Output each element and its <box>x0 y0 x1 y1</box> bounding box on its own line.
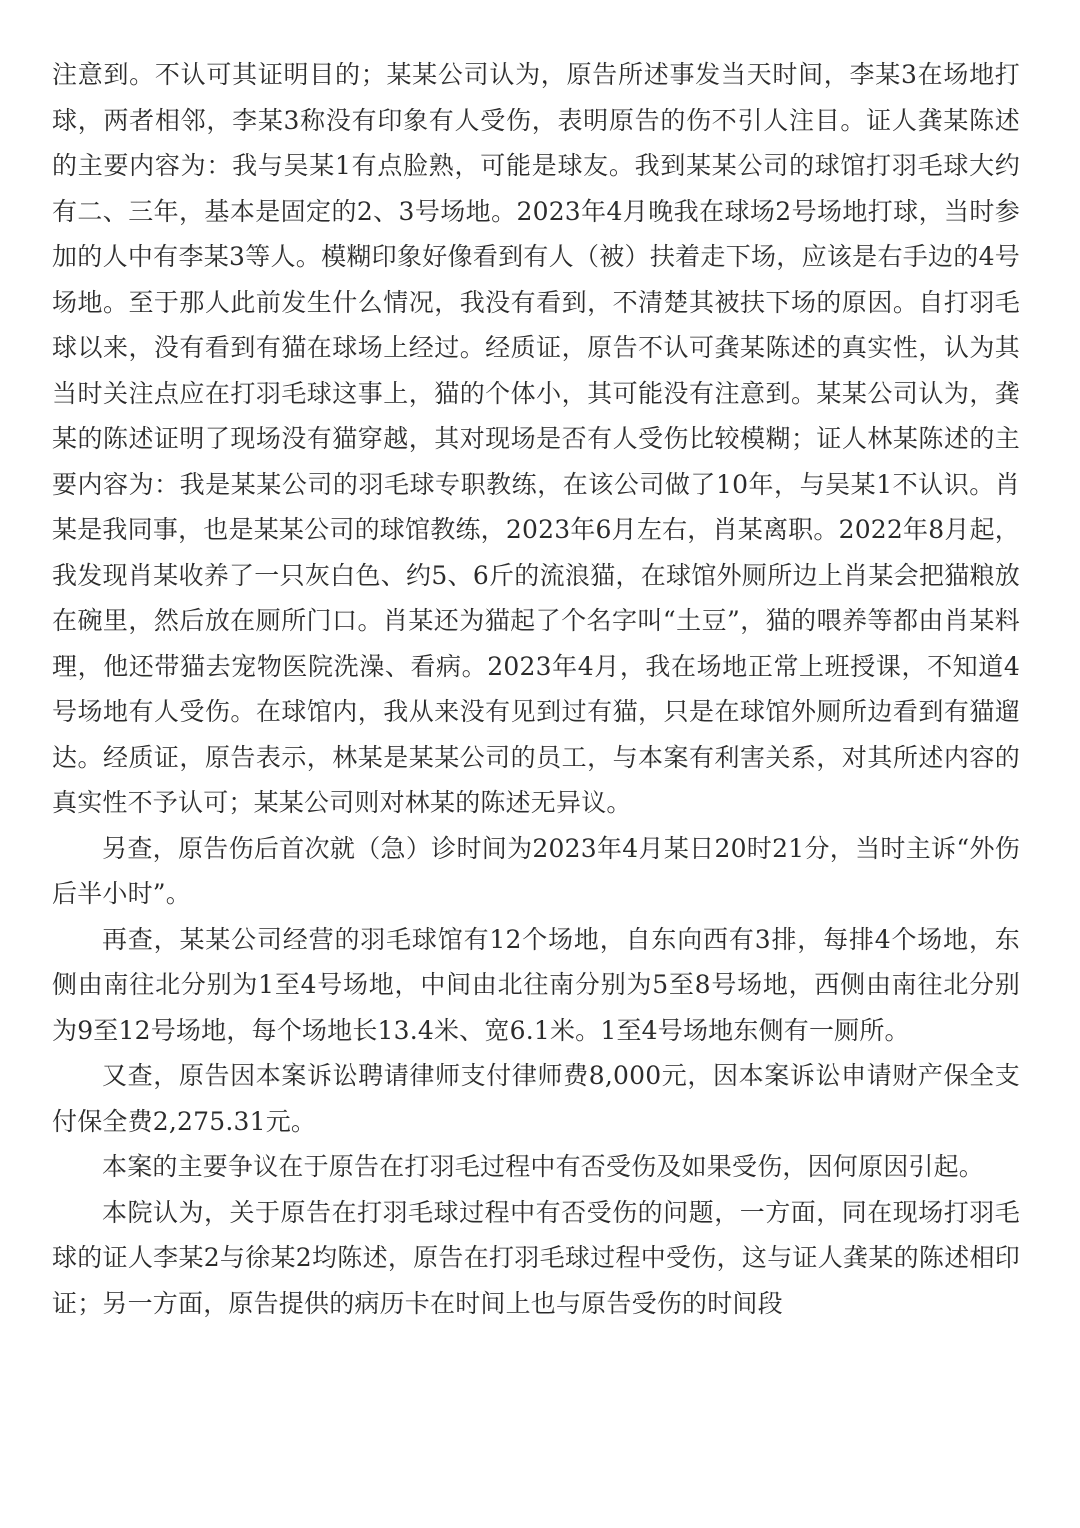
paragraph-further-finding-fees: 又查，原告因本案诉讼聘请律师支付律师费8,000元，因本案诉讼申请财产保全支付保全费2,275.31元。 <box>52 1061 1020 1136</box>
paragraph-further-finding-courts: 再查，某某公司经营的羽毛球馆有12个场地，自东向西有3排，每排4个场地，东侧由南往北分别为1至4号场地，中间由北往南分别为5至8号场地，西侧由南往北分别为9至12号场地，每个场地长13.4米、宽6.1米。1至4号场地东侧有一厕所。 <box>52 924 1020 1045</box>
paragraph-main-dispute: 本案的主要争议在于原告在打羽毛过程中有否受伤及如果受伤，因何原因引起。 <box>102 1152 985 1181</box>
paragraph-court-opinion: 本院认为，关于原告在打羽毛球过程中有否受伤的问题，一方面，同在现场打羽毛球的证人李某2与徐某2均陈述，原告在打羽毛球过程中受伤，这与证人龚某的陈述相印证；另一方面，原告提供的病历卡在时间上也与原告受伤的时间段 <box>52 1197 1020 1318</box>
paragraph-further-finding-treatment: 另查，原告伤后首次就（急）诊时间为2023年4月某日20时21分，当时主诉“外伤后半小时”。 <box>52 833 1020 908</box>
paragraph-testimony: 注意到。不认可其证明目的；某某公司认为，原告所述事发当天时间，李某3在场地打球，两者相邻，李某3称没有印象有人受伤，表明原告的伤不引人注目。证人龚某陈述的主要内容为：我与吴某1有点脸熟，可能是球友。我到某某公司的球馆打羽毛球大约有二、三年，基本是固定的2、3号场地。2023年4月晚我在球场2号场地打球，当时参加的人中有李某3等人。模糊印象好像看到有人（被）扶着走下场，应该是右手边的4号场地。至于那人此前发生什么情况，我没有看到，不清楚其被扶下场的原因。自打羽毛球以来，没有看到有猫在球场上经过。经质证，原告不认可龚某陈述的真实性，认为其当时关注点应在打羽毛球这事上，猫的个体小，其可能没有注意到。某某公司认为，龚某的陈述证明了现场没有猫穿越，其对现场是否有人受伤比较模糊；证人林某陈述的主要内容为：我是某某公司的羽毛球专职教练，在该公司做了10年，与吴某1不认识。肖某是我同事，也是某某公司的球馆教练，2023年6月左右，肖某离职。2022年8月起，我发现肖某收养了一只灰白色、约5、6斤的流浪猫，在球馆外厕所边上肖某会把猫粮放在碗里，然后放在厕所门口。肖某还为猫起了个名字叫“土豆”，猫的喂养等都由肖某料理，他还带猫去宠物医院洗澡、看病。2023年4月，我在场地正常上班授课，不知道4号场地有人受伤。在球馆内，我从来没有见到过有猫，只是在球馆外厕所边看到有猫遛达。经质证，原告表示，林某是某某公司的员工，与本案有利害关系，对其所述内容的真实性不予认可；某某公司则对林某的陈述无异议。 <box>52 60 1020 817</box>
